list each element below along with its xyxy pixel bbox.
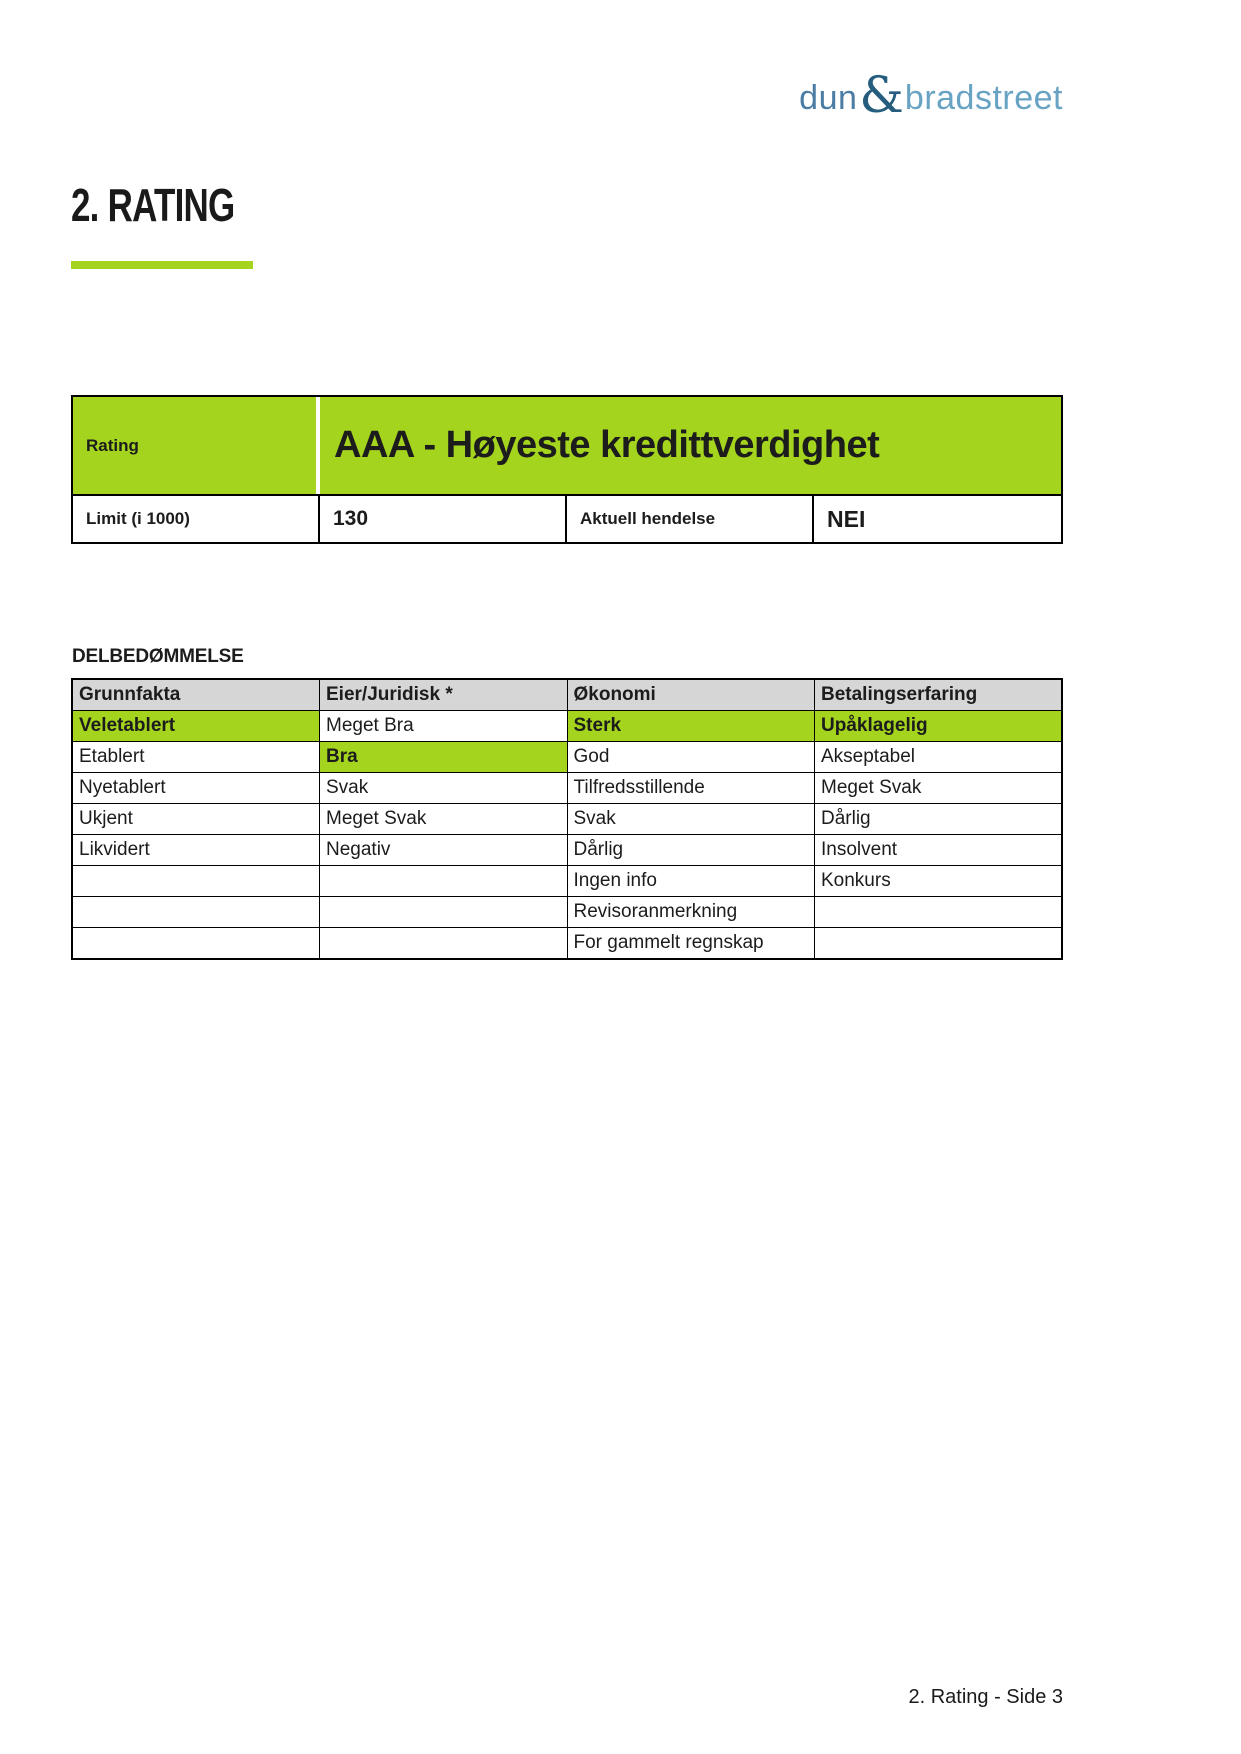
assessment-cell: Tilfredsstillende — [567, 773, 815, 804]
limit-row — [73, 494, 1061, 542]
column-header: Betalingserfaring — [815, 679, 1063, 711]
assessment-cell-selected: Veletablert — [72, 711, 320, 742]
assessment-cell: Ukjent — [72, 804, 320, 835]
assessment-cell: Meget Bra — [320, 711, 568, 742]
assessment-cell — [320, 866, 568, 897]
column-header: Grunnfakta — [72, 679, 320, 711]
assessment-cell-selected: Bra — [320, 742, 568, 773]
assessment-cell: Meget Svak — [815, 773, 1063, 804]
assessment-cell: Ingen info — [567, 866, 815, 897]
assessment-cell: Svak — [567, 804, 815, 835]
delbedommelse-table — [71, 678, 1063, 960]
assessment-cell — [815, 897, 1063, 928]
dun-bradstreet-logo — [799, 66, 1063, 126]
table-header-row — [72, 679, 1062, 711]
assessment-cell: God — [567, 742, 815, 773]
table-row — [72, 928, 1062, 960]
table-row — [72, 711, 1062, 742]
assessment-cell — [72, 866, 320, 897]
assessment-cell: Akseptabel — [815, 742, 1063, 773]
table-row — [72, 804, 1062, 835]
assessment-cell: Meget Svak — [320, 804, 568, 835]
assessment-cell: Konkurs — [815, 866, 1063, 897]
assessment-cell: Likvidert — [72, 835, 320, 866]
assessment-cell — [320, 928, 568, 960]
assessment-cell: Etablert — [72, 742, 320, 773]
assessment-cell — [72, 928, 320, 960]
column-header: Eier/Juridisk * — [320, 679, 568, 711]
ampersand-icon: & — [859, 66, 904, 124]
rating-summary-table — [71, 395, 1063, 544]
assessment-cell — [320, 897, 568, 928]
assessment-cell-selected: Sterk — [567, 711, 815, 742]
assessment-cell: Insolvent — [815, 835, 1063, 866]
assessment-cell: Revisoranmerkning — [567, 897, 815, 928]
delbedommelse-heading: DELBEDØMMELSE — [72, 646, 244, 667]
assessment-cell: Svak — [320, 773, 568, 804]
rating-value: AAA - Høyeste kredittverdighet — [334, 424, 880, 466]
assessment-cell: Negativ — [320, 835, 568, 866]
logo-text-dun: dun — [799, 79, 858, 117]
assessment-cell: Nyetablert — [72, 773, 320, 804]
assessment-cell — [72, 897, 320, 928]
title-underline-bar — [71, 261, 253, 269]
current-event-value: NEI — [827, 505, 866, 532]
table-row — [72, 897, 1062, 928]
current-event-label: Aktuell hendelse — [567, 496, 814, 542]
limit-label: Limit (i 1000) — [73, 496, 320, 542]
assessment-cell: Dårlig — [815, 804, 1063, 835]
assessment-cell-selected: Upåklagelig — [815, 711, 1063, 742]
logo-text-bradstreet: bradstreet — [904, 79, 1063, 117]
table-row — [72, 742, 1062, 773]
page-title: 2. RATING — [71, 179, 235, 231]
limit-value: 130 — [320, 496, 567, 542]
page-footer: 2. Rating - Side 3 — [908, 1686, 1063, 1708]
table-row — [72, 773, 1062, 804]
column-header: Økonomi — [567, 679, 815, 711]
rating-label: Rating — [73, 397, 320, 494]
rating-banner-row — [73, 397, 1061, 494]
assessment-cell: Dårlig — [567, 835, 815, 866]
assessment-cell — [815, 928, 1063, 960]
table-row — [72, 835, 1062, 866]
table-row — [72, 866, 1062, 897]
assessment-cell: For gammelt regnskap — [567, 928, 815, 960]
